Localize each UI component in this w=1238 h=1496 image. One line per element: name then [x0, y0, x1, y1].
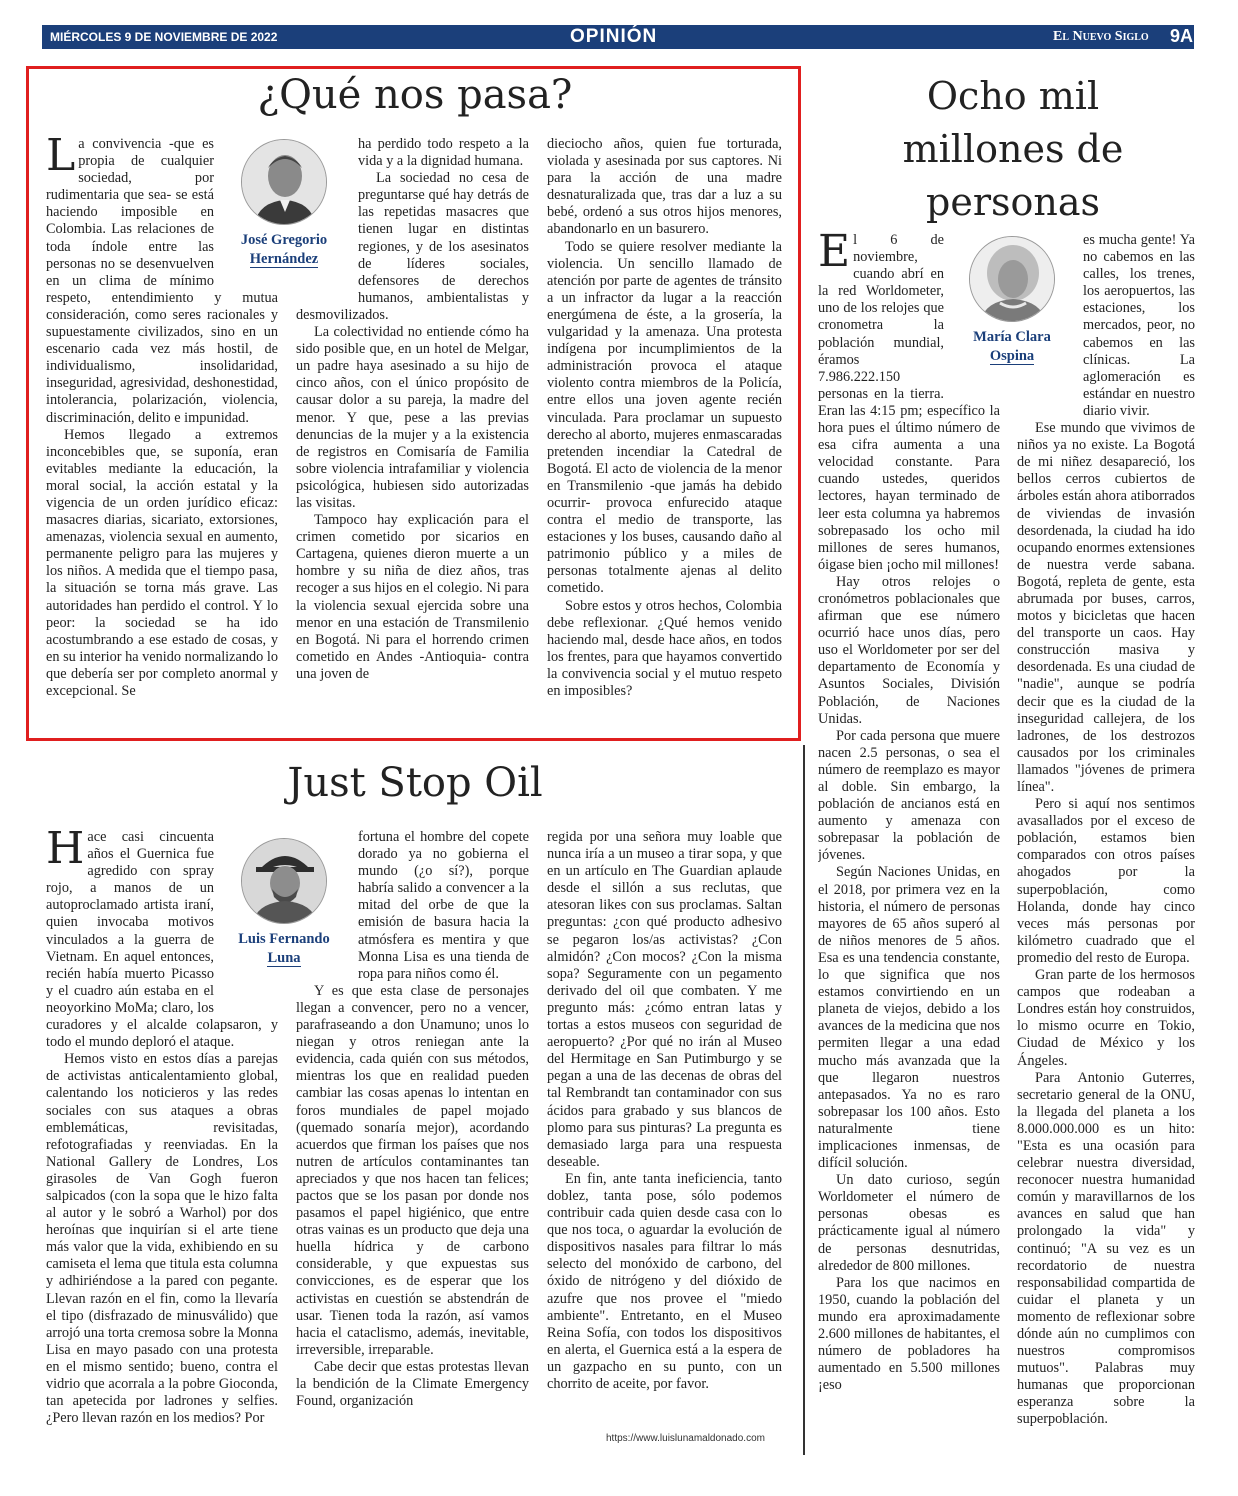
article3-paragraph: Por cada persona que muere nacen 2.5 personas, o sea el número de reemplazo es mayor al doble. Sin embargo, la población de ancianos está en aumento y amenaza con sobrepasar la población de jóvenes.	[818, 727, 1000, 864]
article1-paragraph: Hemos llegado a extremos inconcebibles que, se suponía, eran evitables mediante la educación, la moral social, la acción estatal y la vigencia de un orden jurídico eficaz: masacres diarias, sicariato, extorsiones, amenazas, violencia sexual en aumento, permanente peligro para las mujeres y los niños. A medida que el tiempo pasa, la situación se torna más grave. Las autoridades han perdido el control. Y lo peor: la sociedad se ha ido acostumbrando a ese estado de cosas, y en su interior ha venido normalizando lo que debería ser por completo anormal y excepcional. Se	[46, 426, 278, 699]
header-date: MIÉRCOLES 9 DE NOVIEMBRE DE 2022	[50, 30, 278, 44]
article3-column-1	[818, 232, 1000, 1452]
header-section: OPINIÓN	[570, 26, 658, 47]
article3-paragraph: Un dato curioso, según Worldometer el número de personas obesas es prácticamente igual al número de personas desnutridas, alrededor de 800 millones.	[818, 1172, 1000, 1274]
article1-column-2	[296, 136, 529, 706]
article2-dropcap: H	[46, 829, 85, 874]
article1-paragraph: a convivencia -que es propia de cualquier sociedad, por rudimentaria que sea- se está haciendo imposible en Colombia. Las relaciones de toda índole entre las personas no se desenvuelven en un clima de mínimo respeto, entendimiento y mutua consideración, como seres racionales y supuestamente civilizados, sino en un escenario cada vez más hostil, de individualismo, insolidaridad, inseguridad, agresividad, deshonestidad, intolerancia, polarización, violencia, discriminación, delito e impunidad.	[46, 136, 278, 426]
article2-paragraph: regida por una señora muy loable que nunca iría a un museo a tirar sopa, y que en un artículo en The Guardian aplaude desde el sillón a sus reclutas, que atesoran likes con sus proclamas. Saltan preguntas: ¿con qué producto adhesivo se pegaron los/as activistas? ¿Con almidón? ¿Con mocos? ¿Con la misma sopa? Seguramente con un pegamento derivado del oil que combaten. Y me pregunto más: ¿cómo entran latas y tortas a estos museos con seguridad de aeropuerto? ¿Por qué no irán al Museo del Hermitage en San Putimburgo y se pegan a una de las decenas de obras del tal Rembrandt tan contaminador con sus ácidos para grabado y sus blancos de plomo para sus pinturas? La pregunta es demasiado larga para una respuesta deseable.	[547, 829, 782, 1170]
article1-paragraph: Sobre estos y otros hechos, Colombia debe reflexionar. ¿Qué hemos venido haciendo mal, desde hace años, en todos los frentes, para que hayamos convertido la convivencia social y el mutuo respeto en imposibles?	[547, 597, 782, 699]
article1-paragraph: Todo se quiere resolver mediante la violencia. Un sencillo llamado de atención por parte de agentes de tránsito a un infractor da lugar a la reacción energúmena de éste, a la grosería, la vulgaridad y la amenaza. Una protesta indígena por incumplimientos de la administración provoca el ataque violento contra miembros de la Policía, entre ellos una joven agente recién vinculada. Para proclamar un supuesto derecho al aborto, mujeres enmascaradas pretenden incendiar la Catedral de Bogotá. El acto de violencia de la menor en Transmilenio -que jamás ha debido ocurrir- provoca enfurecido ataque contra el medio de transporte, las estaciones y los buses, causando daño al patrimonio público y a miles de personas totalmente ajenas al delito cometido.	[547, 238, 782, 597]
article1-paragraph: La sociedad no cesa de preguntarse qué hay detrás de las repetidas masacres que tienen lugar en distintas regiones, y de los asesinatos de líderes sociales, defensores de derechos humanos, ambientalistas y desmovilizados.	[296, 170, 529, 323]
article2-paragraph: ace casi cincuenta años el Guernica fue agredido con spray rojo, a manos de un autoproclamado artista iraní, quien invocaba motivos vinculados a la guerra de Vietnam. En aquel entonces, recién había muerto Picasso y el cuadro aún estaba en el neoyorkino MoMa; claro, los curadores y el alcalde colapsaron, y todo el mundo deploró el ataque.	[46, 829, 278, 1051]
article3-column-2	[1017, 232, 1195, 1452]
article1-paragraph: La colectividad no entiende cómo ha sido posible que, en un hotel de Melgar, un padre haya asesinado a su hijo de cinco años, con el único propósito de causar dolor a su pareja, la madre del menor. Y que, pese a las previas denuncias de la mujer y a la existencia de registros en Comisaría de Familia sobre violencia intrafamiliar y violencia psicológica, hubiesen sido autorizadas las visitas.	[296, 324, 529, 511]
author-photo-spacer	[296, 136, 358, 299]
column-divider	[803, 745, 805, 1455]
article2-column-3	[547, 829, 782, 1429]
article3-title: Ocho mil millones de personas	[902, 74, 1124, 224]
article2-paragraph: fortuna el hombre del copete dorado ya no gobierna el mundo (¿o sí?), porque habría salido a convencer a la mitad del orbe de que la emisión de basura hacia la atmósfera es mentira y que Monna Lisa es una tienda de ropa para niños como él.	[358, 829, 529, 982]
article2-title: Just Stop Oil	[287, 760, 543, 806]
article2-url: https://www.luislunamaldonado.com	[606, 1433, 765, 1444]
article1-paragraph: ha perdido todo respeto a la vida y a la dignidad humana.	[358, 136, 529, 170]
article1-title: ¿Qué nos pasa?	[257, 72, 573, 118]
author-photo-spacer	[1017, 232, 1083, 419]
article1-paragraph: Tampoco hay explicación para el crimen cometido por sicarios en Cartagena, quienes dieron muerte a un hombre y su niña de diez años, tras recoger a sus hijos en el colegio. Ni para la violencia sexual ejercida sobre una menor en una estación de Transmilenio en Bogotá. Ni para el horrendo crimen cometido en Andes -Antioquia- contra una joven de	[296, 512, 529, 682]
article3-paragraph: es mucha gente! Ya no cabemos en las calles, los trenes, los aeropuertos, las estaciones, los mercados, peor, no cabemos en las clínicas. La aglomeración es estándar en nuestro diario vivir.	[1083, 232, 1195, 419]
article1-author-name: José Gregorio Hernández	[240, 232, 328, 267]
article3-paragraph: l 6 de noviembre, cuando abrí en la red Worldometer, uno de los relojes que cronometra la población mundial, éramos 7.986.222.150 personas en la tierra. Eran las 4:15 pm; específico la hora pues el último número de esa cifra aumenta a una velocidad constante. Para cuando ustedes, queridos lectores, hayan terminado de leer esta columna ya habremos sobrepasado los ocho mil millones de seres humanos, óigase bien ¡ocho mil millones!	[818, 232, 1000, 573]
article1-dropcap: L	[46, 136, 76, 181]
header-page-number: 9A	[1170, 26, 1194, 46]
header-bar	[42, 25, 1194, 49]
header-newspaper: El Nuevo Siglo	[1053, 29, 1149, 44]
article3-paragraph: Pero si aquí nos sentimos avasallados por el exceso de población, estamos bien comparados con otros países ahogados por la superpoblación, como Holanda, donde hay cinco veces más personas por kilómetro cuadrado que el promedio del resto de Europa.	[1017, 796, 1195, 966]
article3-paragraph: Hay otros relojes o cronómetros poblacionales que afirman que ese número ocurrió hace unos días, pero uso el Worldometer por ser del departamento de Economía y Asuntos Sociales, División Población, de Naciones Unidas.	[818, 573, 1000, 727]
article1-paragraph: dieciocho años, quien fue torturada, violada y asesinada por sus captores. Ni para la acción de una madre desnaturalizada que, tras dar a luz a su bebé, ordenó a sus otros hijos menores, abandonarlo en un basurero.	[547, 136, 782, 238]
article2-paragraph: Y es que esta clase de personajes llegan a convencer, pero no a vencer, parafraseando a don Unamuno; unos lo niegan y otros reniegan ante la evidencia, cada quién con sus métodos, mientras los que en realidad pueden cambiar las cosas apenas lo intentan en foros mundiales de papel mojado (quemado sonaría mejor), acordando acuerdos que firman los países que nos nutren de artículos contaminantes tan apreciados y que nos hacen tan felices; pactos que se los pasan por donde nos pasamos el papel higiénico, que entre otras vainas es un producto que deja una huella hídrica y de carbono considerable, y que expuestas sus convicciones, es de esperar que los activistas en cuestión se abstendrán de usar. Tienen toda la razón, así vamos hacia el cataclismo, además, inevitable, irreversible, irreparable.	[296, 982, 529, 1358]
article1-column-3	[547, 136, 782, 726]
article2-column-2	[296, 829, 529, 1451]
article3-paragraph: Ese mundo que vivimos de niños ya no existe. La Bogotá de mi niñez desapareció, los bellos cerros cubiertos de árboles están ahora atiborrados de viviendas de invasión desordenada, la ciudad ha ido ocupando enormes extensiones de nuestra verde sabana. Bogotá, repleta de gente, esta abrumada por buses, carros, motos y bicicletas que hacen del transporte un caos. Hay construcción masiva y desordenada. Es una ciudad de "nadie", aunque se podría decir que es la ciudad de la inseguridad callejera, de los ladrones, de los destrozos causados por los criminales llamados "jóvenes de primera línea".	[1017, 420, 1195, 795]
article2-paragraph: Cabe decir que estas protestas llevan la bendición de la Climate Emergency Found, organización	[296, 1358, 529, 1410]
article3-author-name: María Clara Ospina	[973, 329, 1051, 364]
article3-dropcap: E	[818, 232, 851, 277]
article3-paragraph: Según Naciones Unidas, en el 2018, por primera vez en la historia, el número de personas mayores de 65 años superó al de niños menores de 5 años. Esa es una tendencia constante, lo que significa que nos estamos convirtiendo en un planeta de viejos, debido a los avances de la medicina que nos permiten llegar a una edad mucho más avanzada que la que llegaron nuestros antepasados. Ya no es raro sobrepasar los 100 años. Esto naturalmente tiene implicaciones inmensas, de difícil solución.	[818, 864, 1000, 1172]
article3-paragraph: Para los que nacimos en 1950, cuando la población del mundo era aproximadamente 2.600 millones de habitantes, el número de pobladores ha aumentado en 5.500 millones ¡eso	[818, 1274, 1000, 1394]
author-photo-spacer	[296, 829, 358, 981]
article2-paragraph: Hemos visto en estos días a parejas de activistas anticalentamiento global, calentando los noticieros y las redes sociales con sus ataques a obras emblemáticas, revisitadas, refotografiadas y reenviadas. En la National Gallery de Londres, Los girasoles de Van Gogh fueron salpicados (con la sopa que le hizo falta al autor y le sobró a Warhol) por dos heroínas que inquirían si el arte tiene más valor que la vida, exhibiendo en su camiseta el lema que titula esta columna y adhiriéndose a la pared con pegante. Llevan razón en el fin, como la llevaría el tipo (disfrazado de minusválido) que arrojó una torta cremosa sobre la Monna Lisa en mayo pasado con una protesta en el mismo sentido; bueno, contra el vidrio que acorrala a la pobre Gioconda, tan apetecida por ladrones y selfies. ¿Pero llevan razón en los medios? Por	[46, 1051, 278, 1427]
article3-paragraph: Para Antonio Guterres, secretario general de la ONU, la llegada del planeta a los 8.000.000.000 es un hito: "Esta es una ocasión para celebrar nuestra diversidad, reconocer nuestra humanidad común y maravillarnos de los avances en salud que han prolongado la vida" y continuó; "A su vez es un recordatorio de nuestra responsabilidad compartida de cuidar el planeta y un momento de reflexionar sobre dónde aún no cumplimos con nuestros compromisos mutuos". Palabras muy humanas que proporcionan esperanza sobre la superpoblación.	[1017, 1069, 1195, 1428]
article3-paragraph: Gran parte de los hermosos campos que rodeaban a Londres están hoy construidos, lo mismo ocurre en Tokio, Ciudad de México y los Ángeles.	[1017, 967, 1195, 1069]
article2-author-name: Luis Fernando Luna	[238, 931, 330, 966]
article2-paragraph: En fin, ante tanta ineficiencia, tanto doblez, tanta pose, sólo podemos contribuir cada quien desde casa con lo que nos toca, o aguardar la evolución de dispositivos nasales para filtrar lo más selecto del monóxido de carbono, del óxido de nitrógeno y del dióxido de azufre que nos provee el "miedo ambiente". Entretanto, en el Museo Reina Sofía, con todos los dispositivos en alerta, el Guernica está a la espera de un gazpacho en su punto, con un chorrito de aceite, por favor.	[547, 1170, 782, 1392]
